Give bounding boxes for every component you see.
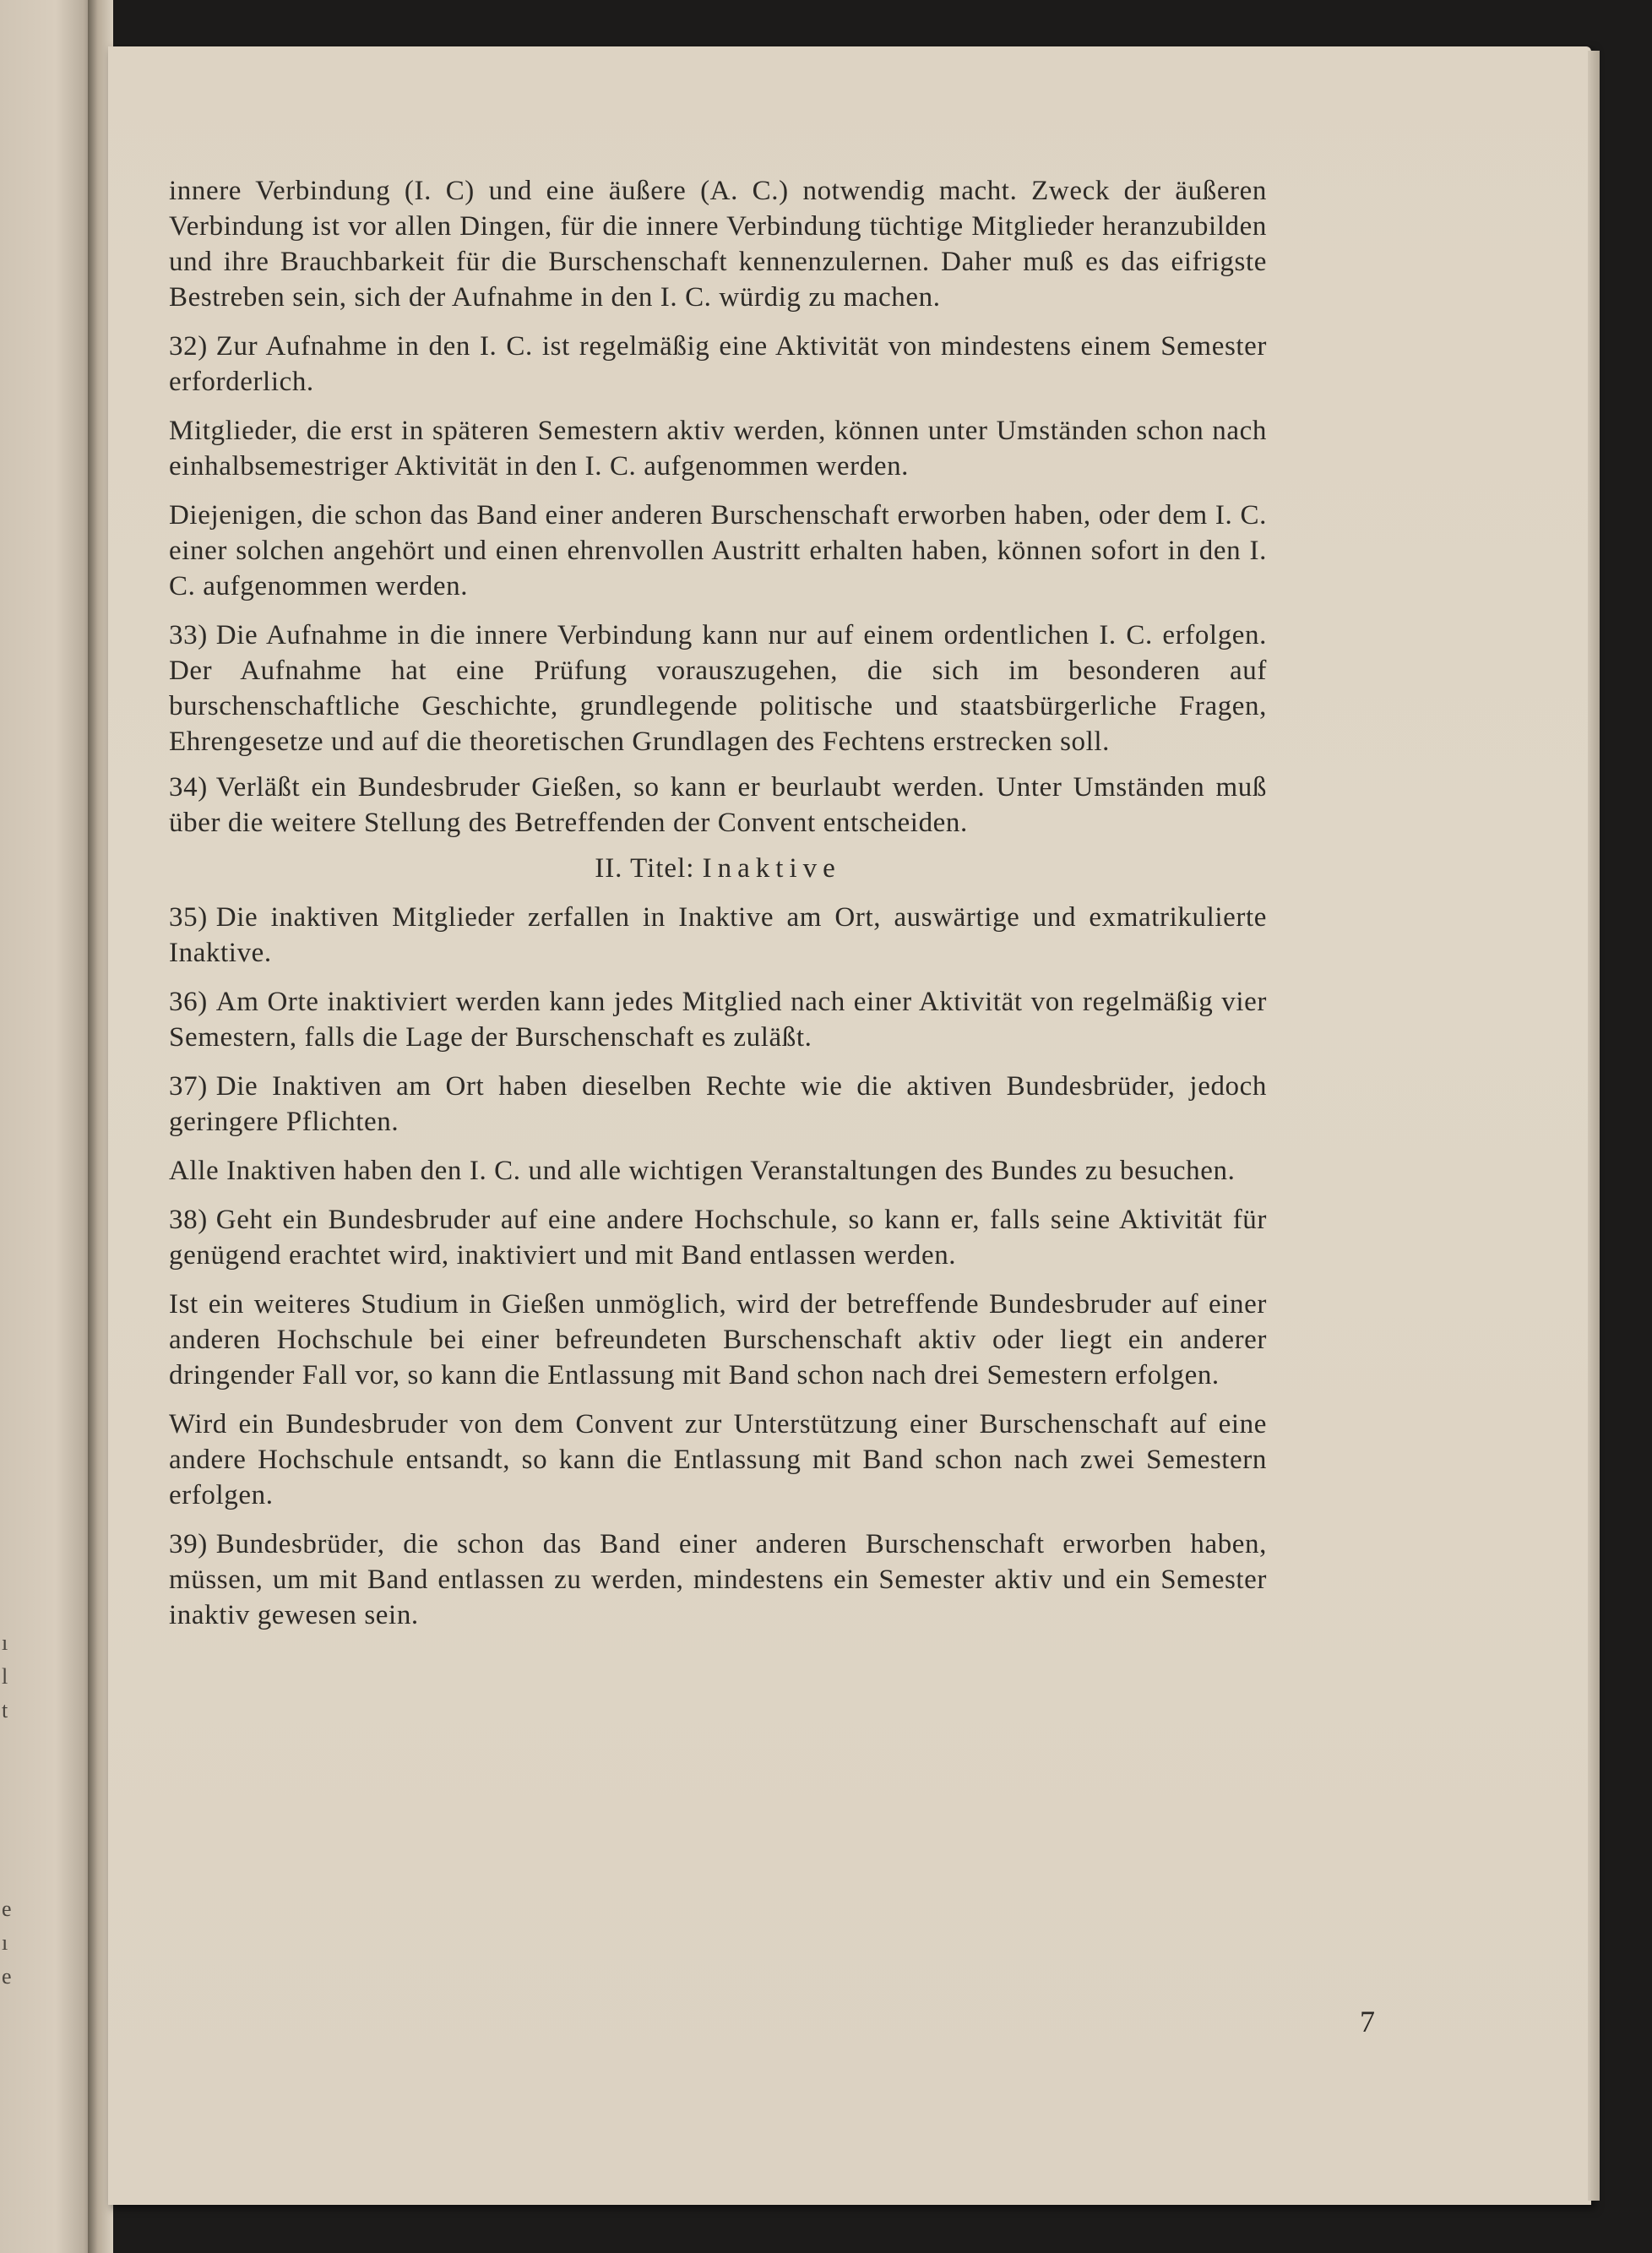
paragraph [169, 1153, 1267, 1189]
paragraph-text: Zur Aufnahme in den I. C. ist regelmäßig eine Aktivität von mindestens einem Semester erforderlich. [169, 331, 1267, 397]
paragraph-number: 39) [169, 1529, 208, 1559]
paragraph [169, 1287, 1267, 1393]
paragraph-number: 32) [169, 331, 208, 362]
paragraph-number: 36) [169, 987, 208, 1017]
paragraph [169, 498, 1267, 604]
paragraph [169, 413, 1267, 484]
paragraph-text: Wird ein Bundesbruder von dem Convent zur Unterstützung einer Burschenschaft auf eine andere Hochschule entsandt, so kann die Entlassung mit Band schon nach zwei Semestern erfolgen. [169, 1409, 1267, 1510]
paragraph [169, 1407, 1267, 1513]
left-fragment: t [2, 1698, 8, 1722]
paragraph-number: 33) [169, 620, 208, 650]
left-fragment: ı [2, 1630, 8, 1655]
paragraph-text: Die inaktiven Mitglieder zerfallen in Inaktive am Ort, auswärtige und exmatrikulierte Inaktive. [169, 902, 1267, 968]
paragraph-text: Am Orte inaktiviert werden kann jedes Mitglied nach einer Aktivität von regelmäßig vier Semestern, falls die Lage der Burschenschaft es zuläßt. [169, 987, 1267, 1053]
paragraph-number: 38) [169, 1205, 208, 1235]
page-number: 7 [1360, 2005, 1375, 2038]
paragraph [169, 900, 1267, 971]
paragraph-text: Die Aufnahme in die innere Verbindung kann nur auf einem ordentlichen I. C. erfolgen. Der Aufnahme hat eine Prüfung vorauszugehen, die sich im besonderen auf burschenschaftliche Geschichte, grundlegende politische und staatsbürgerliche Fragen, Ehrengesetze und auf die theoretischen Grundlagen des Fechtens erstrecken soll. [169, 620, 1267, 757]
paragraph-number: 35) [169, 902, 208, 933]
paragraph-text: Bundesbrüder, die schon das Band einer anderen Burschenschaft erworben haben, müssen, um mit Band entlassen zu werden, mindestens ein Semester aktiv und ein Semester inaktiv gewesen sein. [169, 1529, 1267, 1630]
paragraph [169, 770, 1267, 841]
section-name: Inaktive [702, 853, 841, 884]
paragraph-text: Alle Inaktiven haben den I. C. und alle wichtigen Veranstaltungen des Bundes zu besuchen. [169, 1156, 1236, 1186]
paragraph [169, 329, 1267, 400]
paragraph [169, 173, 1267, 315]
paragraph [169, 1069, 1267, 1140]
paragraph-number: 34) [169, 772, 208, 803]
paragraph-text: innere Verbindung (I. C) und eine äußere (A. C.) notwendig macht. Zweck der äußeren Verbindung ist vor allen Dingen, für die innere Verbindung tüchtige Mitglieder heranzubilden und ihre Brauchbarkeit für die Burschenschaft kennenzulernen. Daher muß es das eifrigste Bestreben sein, sich der Aufnahme in den I. C. würdig zu machen. [169, 176, 1267, 313]
paragraph [169, 984, 1267, 1055]
left-fragment: e [2, 1897, 12, 1921]
section-heading [169, 851, 1267, 886]
paragraph-text: Mitglieder, die erst in späteren Semestern aktiv werden, können unter Umständen schon nach einhalbsemestriger Aktivität in den I. C. aufgenommen werden. [169, 416, 1267, 482]
left-page-edge [0, 0, 93, 2253]
section-prefix: II. Titel: [595, 853, 695, 884]
paragraph [169, 618, 1267, 759]
paragraph-text: Verläßt ein Bundesbruder Gießen, so kann er beurlaubt werden. Unter Umständen muß über die weitere Stellung des Betreffenden der Convent entscheiden. [169, 772, 1267, 838]
left-fragment: ı [2, 1930, 8, 1955]
paragraph [169, 1526, 1267, 1633]
paragraph [169, 1202, 1267, 1273]
page-body [169, 173, 1267, 1646]
page-edge [1588, 51, 1600, 2201]
paragraph-text: Die Inaktiven am Ort haben dieselben Rechte wie die aktiven Bundesbrüder, jedoch geringere Pflichten. [169, 1071, 1267, 1137]
paragraph-text: Ist ein weiteres Studium in Gießen unmöglich, wird der betreffende Bundesbruder auf einer anderen Hochschule bei einer befreundeten Burschenschaft aktiv oder liegt ein anderer dringender Fall vor, so kann die Entlassung mit Band schon nach drei Semestern erfolgen. [169, 1289, 1267, 1390]
paragraph-text: Geht ein Bundesbruder auf eine andere Hochschule, so kann er, falls seine Aktivität für genügend erachtet wird, inaktiviert und mit Band entlassen werden. [169, 1205, 1267, 1271]
paragraph-text: Diejenigen, die schon das Band einer anderen Burschenschaft erworben haben, oder dem I. C. einer solchen angehört und einen ehrenvollen Austritt erhalten haben, können sofort in den I. C. aufgenommen werden. [169, 500, 1267, 601]
left-fragment: l [2, 1664, 8, 1689]
left-fragment: e [2, 1964, 12, 1989]
paragraph-number: 37) [169, 1071, 208, 1102]
